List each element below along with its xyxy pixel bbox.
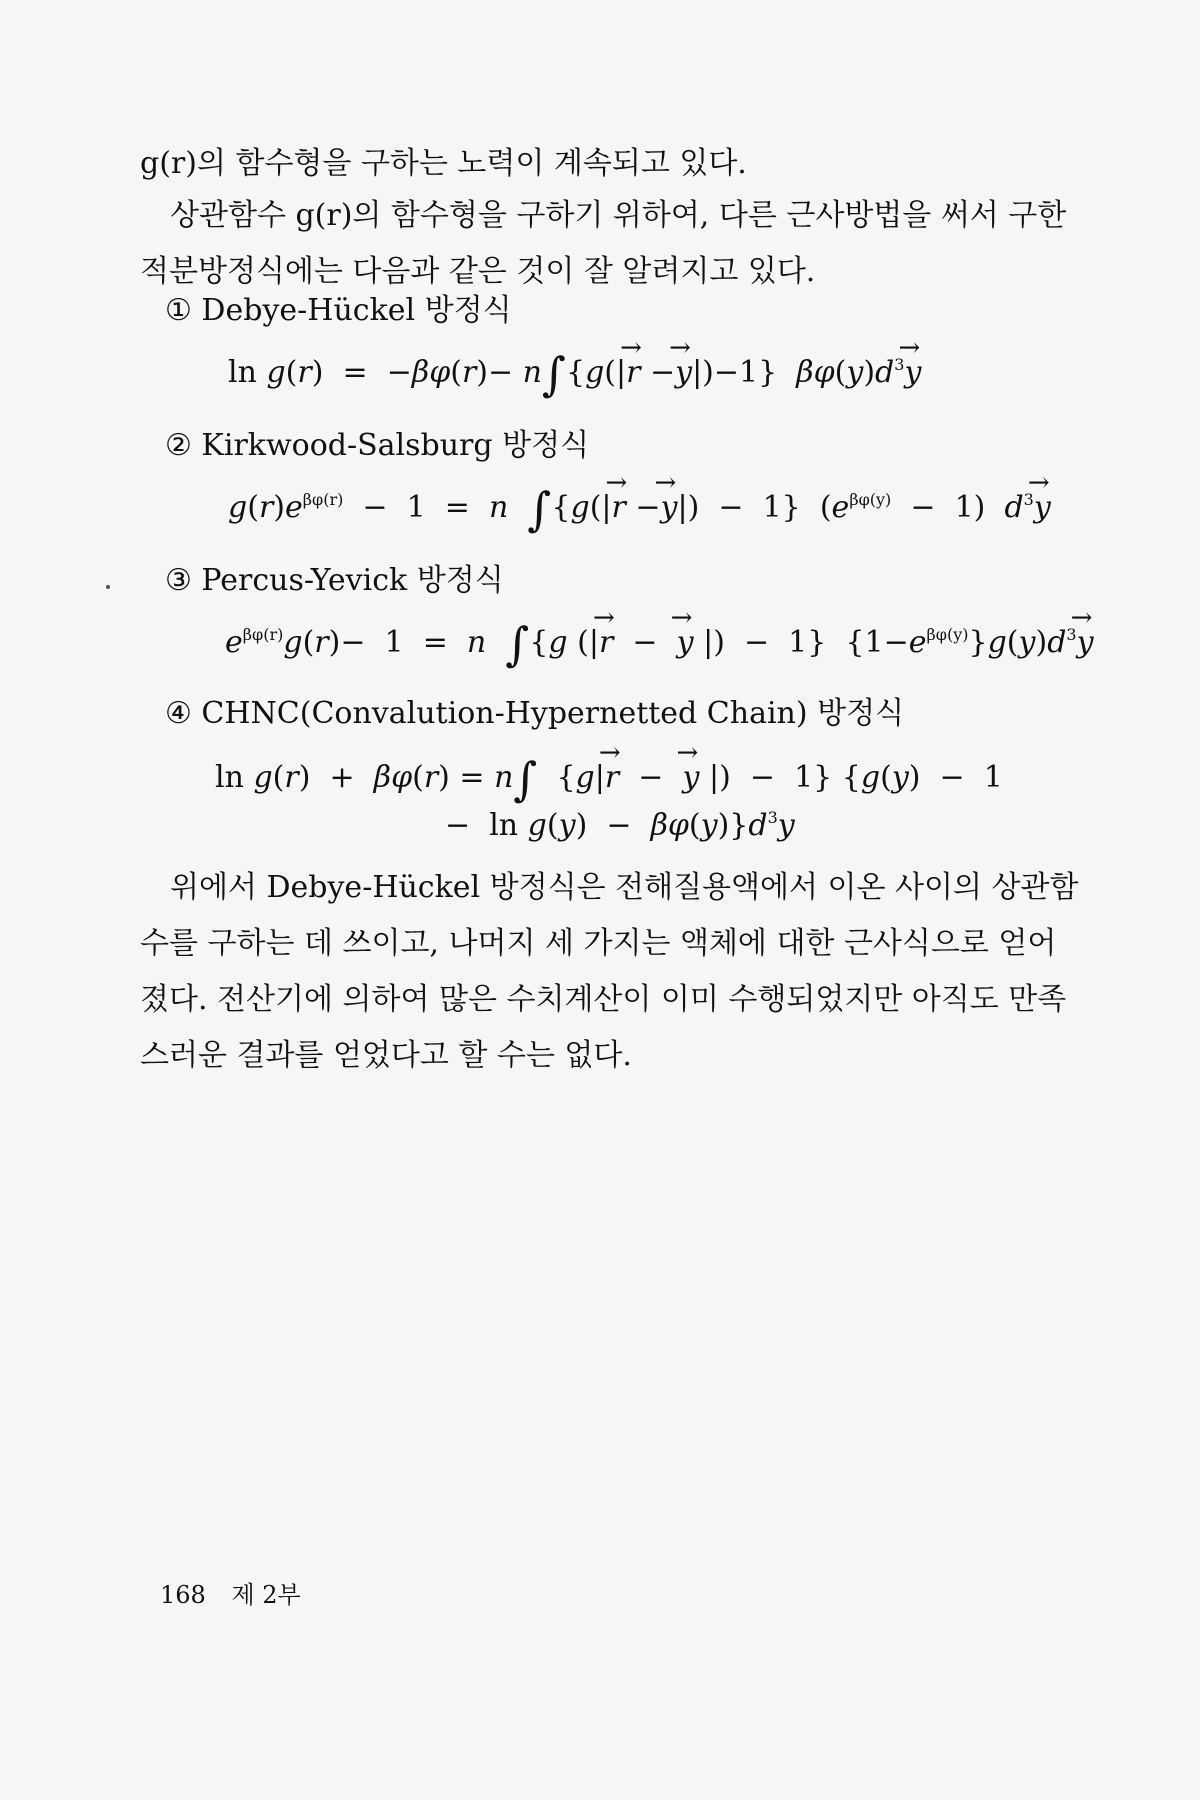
equation-chnc-line1: ln g(r) + βφ(r) = n∫ {g|→ r − → y |) − 1} {g(y) − 1 <box>215 760 1003 795</box>
item-debye-huckel: ① Debye-Hückel 방정식 <box>165 293 512 328</box>
page-footer <box>160 1575 301 1610</box>
intro-paragraph: 상관함수 g(r)의 함수형을 구하기 위하여, 다른 근사방법을 써서 구한 적분방정식에는 다음과 같은 것이 잘 알려지고 있다. <box>140 198 1067 289</box>
item-kirkwood-salsburg: ② Kirkwood-Salsburg 방정식 <box>165 428 590 463</box>
equation-kirkwood-salsburg: $g(r)e^{\beta\varphi(r)} - 1 = n$ ∫{g(|→ r −→ y|) − 1} $(e^{\beta\varphi(y)} - 1)$ $d^3\to y$ <box>228 490 1051 525</box>
section-label: 제 2부 <box>231 1581 301 1609</box>
equation-chnc-line2: − $\ln g(y) - \beta\varphi(y)\}d^3y$ <box>445 808 795 843</box>
page-number: 168 <box>160 1581 206 1609</box>
intro-line: g(r)의 함수형을 구하는 노력이 계속되고 있다. <box>140 146 747 181</box>
conclusion-paragraph: 위에서 Debye-Hückel 방정식은 전해질용액에서 이온 사이의 상관함수를 구하는 데 쓰이고, 나머지 세 가지는 액체에 대한 근사식으로 얻어졌다. 전산기에 의하여 많은 수치계산이 이미 수행되었지만 아직도 만족스러운 결과를 얻었다고 할 수는 없다. <box>140 870 1079 1073</box>
item-percus-yevick: ③ Percus-Yevick 방정식 <box>165 563 504 598</box>
equation-debye-huckel: ln g(r) = −βφ(r)− n∫{g(|→ r −→ y|)−1} $\beta\varphi(y)d^3\to y$ <box>228 355 921 390</box>
scan-speck <box>106 585 110 589</box>
item-chnc: ④ CHNC(Convalution-Hypernetted Chain) 방정식 <box>165 696 905 731</box>
equation-percus-yevick: $e^{\beta\varphi(r)}g(r)- 1 = n$ ∫{g (|→ r − → y |) − 1} $\{1-e^{\beta\varphi(y)}\}g(y)d^3\to y$ <box>225 625 1094 660</box>
